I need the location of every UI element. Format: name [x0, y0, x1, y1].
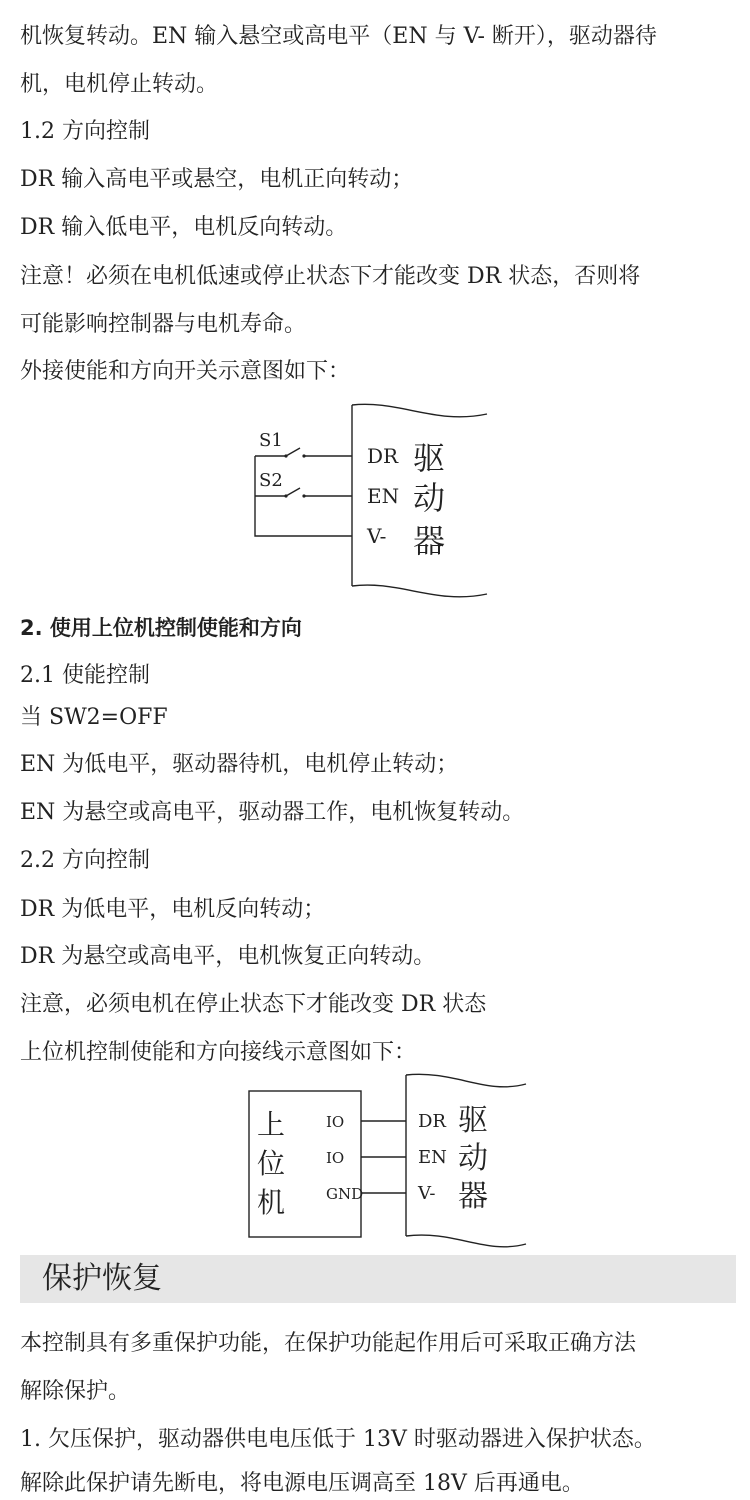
- host-gnd-label: GND: [326, 1185, 364, 1203]
- pin-dr-label: DR: [418, 1111, 446, 1132]
- subheading: 1.2 方向控制: [20, 119, 150, 144]
- subheading: 2.2 方向控制: [20, 848, 150, 873]
- switch-s1-label: S1: [259, 430, 283, 451]
- pin-dr-label: DR: [367, 444, 399, 468]
- text-line: 解除此保护请先断电，将电源电压调高至 18V 后再通电。: [20, 1471, 584, 1496]
- host-label-char: 机: [257, 1186, 286, 1219]
- host-io1-label: IO: [326, 1113, 345, 1131]
- warning-line: 注意，必须电机在停止状态下才能改变 DR 状态: [20, 992, 487, 1017]
- section-heading: 2. 使用上位机控制使能和方向: [20, 616, 302, 640]
- text-line: 机恢复转动。EN 输入悬空或高电平（EN 与 V- 断开），驱动器待: [20, 24, 657, 49]
- warning-line: 注意！必须在电机低速或停止状态下才能改变 DR 状态，否则将: [20, 264, 641, 289]
- text-line: 上位机控制使能和方向接线示意图如下：: [20, 1040, 417, 1065]
- text-line: 1. 欠压保护，驱动器供电电压低于 13V 时驱动器进入保护状态。: [20, 1427, 656, 1452]
- text-line: DR 为低电平，电机反向转动；: [20, 897, 326, 922]
- switch-s2-label: S2: [259, 470, 283, 491]
- text-line: 外接使能和方向开关示意图如下：: [20, 359, 351, 384]
- driver-label-char: 驱: [458, 1103, 488, 1138]
- text-line: 解除保护。: [20, 1379, 131, 1404]
- text-line: 当 SW2=OFF: [20, 705, 168, 730]
- host-io2-label: IO: [326, 1149, 345, 1167]
- text-line: EN 为低电平，驱动器待机，电机停止转动；: [20, 752, 459, 777]
- text-line: DR 输入低电平，电机反向转动。: [20, 215, 348, 240]
- driver-label-char: 动: [458, 1141, 488, 1176]
- section-header-bar: [20, 1255, 736, 1303]
- section-title: 保护恢复: [42, 1261, 162, 1296]
- text-line: EN 为悬空或高电平，驱动器工作，电机恢复转动。: [20, 800, 525, 825]
- driver-label-char: 器: [413, 522, 446, 560]
- warning-line: 可能影响控制器与电机寿命。: [20, 312, 307, 337]
- host-wiring-diagram: [240, 1070, 540, 1245]
- text-line: 本控制具有多重保护功能，在保护功能起作用后可采取正确方法: [20, 1331, 637, 1356]
- driver-label-char: 动: [413, 479, 446, 517]
- driver-outline: [406, 1074, 526, 1086]
- text-line: DR 为悬空或高电平，电机恢复正向转动。: [20, 944, 436, 969]
- driver-label-char: 器: [458, 1179, 488, 1214]
- text-line: DR 输入高电平或悬空，电机正向转动；: [20, 167, 414, 192]
- pin-v-label: V-: [418, 1183, 436, 1204]
- subheading: 2.1 使能控制: [20, 663, 150, 688]
- pin-v-label: V-: [367, 524, 387, 548]
- switch-wiring-diagram: [250, 400, 500, 600]
- driver-label-char: 驱: [413, 439, 446, 477]
- host-label-char: 位: [257, 1147, 286, 1180]
- pin-en-label: EN: [367, 484, 400, 508]
- driver-outline: [352, 404, 487, 416]
- pin-en-label: EN: [418, 1147, 447, 1168]
- host-label-char: 上: [257, 1108, 286, 1141]
- text-line: 机，电机停止转动。: [20, 72, 219, 97]
